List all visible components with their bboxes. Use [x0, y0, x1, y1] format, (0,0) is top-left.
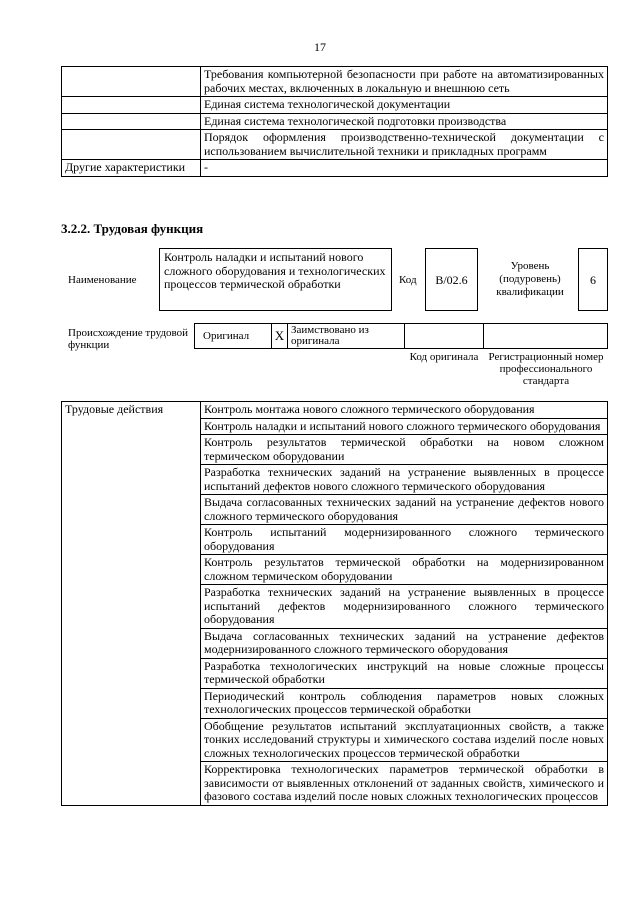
- code-caption: Код оригинала: [409, 351, 479, 363]
- table-row: [62, 113, 608, 130]
- table-cell-empty: [62, 113, 201, 130]
- requirements-table: [61, 66, 608, 177]
- function-code-value: B/02.6: [425, 248, 478, 311]
- registration-number-cell: [483, 323, 608, 349]
- table-row: [62, 97, 608, 114]
- action-item: Корректировка технологических параметров термической обработки в зависимости от выявленных отклонений от заданных свойств, химического и фазового состава изделий после новых сложных технологических процессов: [201, 762, 608, 806]
- action-item: Контроль испытаний модернизированного сложного термического оборудования: [201, 525, 608, 555]
- origin-row: [194, 323, 608, 349]
- requirement-item: Порядок оформления производственно-технической документации с использованием вычислительной техники и прикладных программ: [201, 130, 608, 160]
- registration-caption: Регистрационный номер профессионального стандарта: [488, 351, 604, 387]
- action-item: Разработка технических заданий на устранение выявленных в процессе испытаний дефектов нового сложного термического оборудования: [201, 465, 608, 495]
- origin-code-cell: [404, 323, 484, 349]
- code-label: Код: [399, 274, 417, 286]
- borrowed-label: Заимствовано из оригинала: [287, 323, 405, 349]
- level-value: 6: [578, 248, 608, 311]
- action-item: Разработка технических заданий на устранение выявленных в процессе испытаний дефектов модернизированного сложного термического оборудования: [201, 585, 608, 629]
- action-item: Выдача согласованных технических заданий на устранение дефектов нового сложного термического оборудования: [201, 495, 608, 525]
- actions-table: [61, 401, 608, 806]
- action-item: Контроль результатов термической обработки на новом сложном термическом оборудовании: [201, 435, 608, 465]
- action-item: Разработка технологических инструкций на новые сложные процессы термической обработки: [201, 658, 608, 688]
- page-number: 17: [314, 40, 326, 54]
- table-row: [62, 160, 608, 177]
- requirement-item: Единая система технологической документации: [201, 97, 608, 114]
- table-cell-empty: [62, 97, 201, 114]
- original-mark: X: [271, 323, 288, 349]
- table-row: [62, 67, 608, 97]
- table-cell-empty: [62, 130, 201, 160]
- action-item: Периодический контроль соблюдения параметров новых сложных технологических процессов термической обработки: [201, 688, 608, 718]
- action-item: Контроль результатов термической обработки на модернизированном сложном термическом оборудовании: [201, 555, 608, 585]
- name-label: Наименование: [68, 274, 137, 286]
- table-cell-empty: [62, 67, 201, 97]
- requirement-item: Требования компьютерной безопасности при работе на автоматизированных рабочих местах, включенных в локальную и внешнюю сеть: [201, 67, 608, 97]
- original-label: Оригинал: [194, 323, 272, 349]
- actions-label: Трудовые действия: [62, 402, 201, 806]
- requirement-item: Единая система технологической подготовки производства: [201, 113, 608, 130]
- other-characteristics-label: Другие характеристики: [62, 160, 201, 177]
- level-label: Уровень (подуровень) квалификации: [496, 260, 564, 298]
- table-row: [62, 402, 608, 419]
- action-item: Контроль монтажа нового сложного термического оборудования: [201, 402, 608, 419]
- section-title: 3.2.2. Трудовая функция: [61, 221, 204, 236]
- function-name-value: Контроль наладки и испытаний нового сложного оборудования и технологических процессов термической обработки: [159, 248, 392, 311]
- action-item: Контроль наладки и испытаний нового сложного термического оборудования: [201, 418, 608, 435]
- action-item: Выдача согласованных технических заданий на устранение дефектов модернизированного сложного термического оборудования: [201, 628, 608, 658]
- other-characteristics-value: -: [201, 160, 608, 177]
- action-item: Обобщение результатов испытаний эксплуатационных свойств, а также тонких исследований структуры и химического состава изделий после новых сложных технологических процессов термической обработки: [201, 718, 608, 762]
- table-row: [62, 130, 608, 160]
- origin-label: Происхождение трудовой функции: [68, 327, 189, 351]
